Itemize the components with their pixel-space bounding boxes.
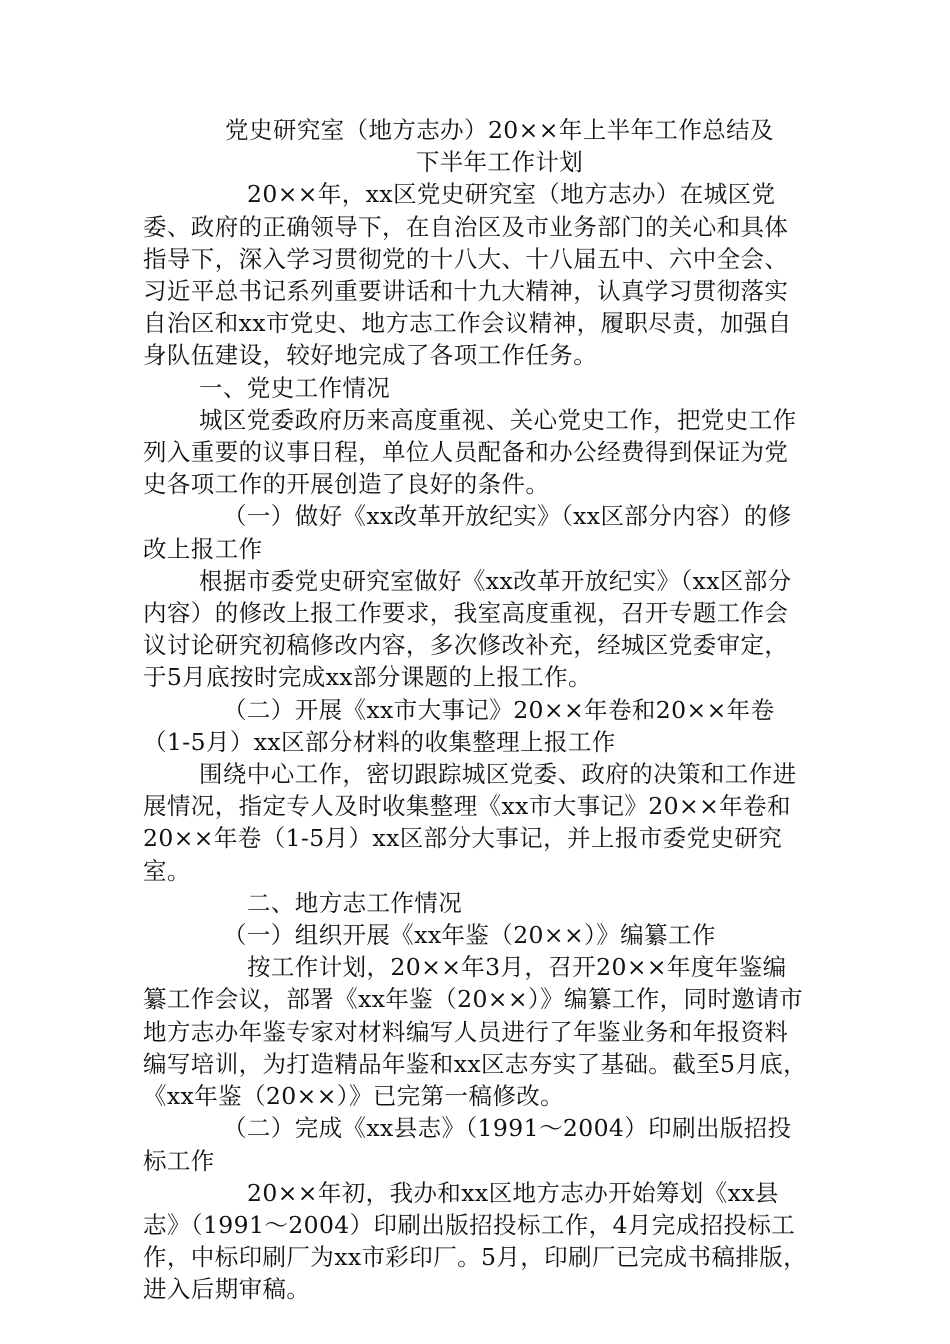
section-2-heading: 二、地方志工作情况: [247, 888, 463, 917]
subsection-1-1-paragraph: 根据市委党史研究室做好《xx改革开放纪实》（xx区部分内容）的修改上报工作要求，我室高度重视，召开专题工作会议讨论研究初稿修改内容，多次修改补充，经城区党委审定，于5月底按时完成xx部分课题的上报工作。: [143, 566, 792, 692]
title-line-2: 下半年工作计划: [415, 148, 584, 177]
subsection-2-2-paragraph: 20××年初，我办和xx区地方志办开始筹划《xx县志》（1991～2004）印刷出版招投标工作，4月完成招投标工作，中标印刷厂为xx市彩印厂。5月，印刷厂已完成书稿排版，进入后期审稿。: [143, 1178, 808, 1304]
title-line-1: 党史研究室（地方志办）20××年上半年工作总结及: [225, 116, 774, 144]
section-1-heading: 一、党史工作情况: [199, 373, 391, 402]
section-1-paragraph: 城区党委政府历来高度重视、关心党史工作，把党史工作列入重要的议事日程，单位人员配备和办公经费得到保证为党史各项工作的开展创造了良好的条件。: [143, 405, 797, 499]
intro-paragraph: 20××年，xx区党史研究室（地方志办）在城区党委、政府的正确领导下，在自治区及市业务部门的关心和具体指导下，深入学习贯彻党的十八大、十八届五中、六中全会、习近平总书记系列重要讲话和十九大精神，认真学习贯彻落实自治区和xx市党史、地方志工作会议精神，履职尽责，加强自身队伍建设，较好地完成了各项工作任务。: [143, 180, 792, 370]
subsection-2-2-heading: （二）完成《xx县志》（1991～2004）印刷出版招投标工作: [143, 1114, 792, 1175]
subsection-1-2-heading: （二）开展《xx市大事记》20××年卷和20××年卷（1-5月）xx区部分材料的收集整理上报工作: [143, 695, 775, 756]
subsection-2-1-heading: （一）组织开展《xx年鉴（20××）》编纂工作: [223, 921, 716, 950]
subsection-1-2-paragraph: 围绕中心工作，密切跟踪城区党委、政府的决策和工作进展情况，指定专人及时收集整理《xx市大事记》20××年卷和20××年卷（1-5月）xx区部分大事记，并上报市委党史研究室。: [143, 760, 797, 885]
subsection-1-1-heading: （一）做好《xx改革开放纪实》（xx区部分内容）的修改上报工作: [143, 502, 792, 563]
document-body: [143, 114, 808, 1306]
subsection-2-1-paragraph: 按工作计划，20××年3月，召开20××年度年鉴编纂工作会议，部署《xx年鉴（20××）》编纂工作，同时邀请市地方志办年鉴专家对材料编写人员进行了年鉴业务和年报资料编写培训，为打造精品年鉴和xx区志夯实了基础。截至5月底，《xx年鉴（20××）》已完第一稿修改。: [143, 953, 808, 1111]
